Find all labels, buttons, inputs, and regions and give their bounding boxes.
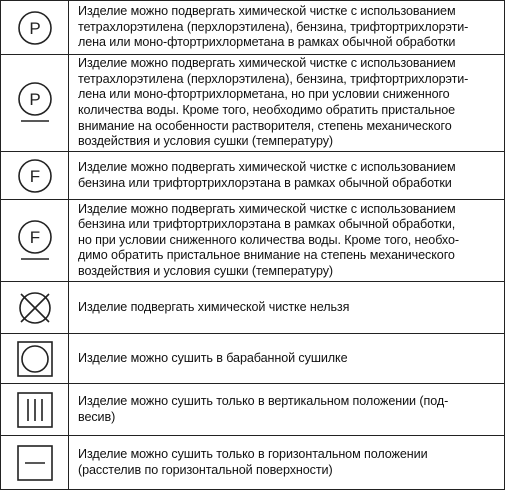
symbol-cell <box>1 152 69 200</box>
table-row <box>1 334 505 384</box>
description-line: бензина или трифтортрихлорэтана в рамках обычной обработки, <box>78 217 456 232</box>
description-line: воздействия и условия сушки (температуру) <box>78 134 334 149</box>
description-cell <box>69 152 505 200</box>
symbol-cell <box>1 1 69 55</box>
description-line: Изделие подвергать химической чистке нельзя <box>78 299 350 314</box>
tumble-dry-icon <box>15 339 55 379</box>
symbol-cell <box>1 436 69 490</box>
svg-text:F: F <box>29 227 40 247</box>
description-cell <box>69 55 505 152</box>
description-line: тетрахлорэтилена (перхлорэтилена), бензина, трифтортрихлорэти- <box>78 19 469 34</box>
description-cell <box>69 200 505 282</box>
table-row <box>1 55 505 152</box>
dry-flat-icon <box>15 443 55 483</box>
description-line: весив) <box>78 409 116 424</box>
svg-text:P: P <box>28 18 41 38</box>
table-row <box>1 152 505 200</box>
description-line: количества воды. Кроме того, необходимо обратить пристальное <box>78 103 455 117</box>
description-line: внимание на особенности растворителя, степень механического <box>78 118 452 133</box>
dryclean-p-gentle-icon <box>15 79 55 127</box>
table-row <box>1 282 505 334</box>
dryclean-f-gentle-icon <box>15 217 55 265</box>
symbol-cell <box>1 334 69 384</box>
description-line: Изделие можно подвергать химической чистке с использованием <box>78 4 456 19</box>
symbol-cell <box>1 55 69 152</box>
description-line: лена или моно-фтортрихлорметана в рамках обычной обработки <box>78 35 456 50</box>
description-cell <box>69 282 505 334</box>
line-dry-vertical-icon <box>15 390 55 430</box>
svg-text:F: F <box>29 166 40 186</box>
table-row <box>1 200 505 282</box>
no-dryclean-icon <box>15 288 55 328</box>
description-line: но при условии сниженного количества воды. Кроме того, необхо- <box>78 232 459 247</box>
symbol-cell <box>1 384 69 436</box>
description-line: лена или моно-фтортрихлорметана, но при условии сниженного <box>78 87 450 102</box>
table-row <box>1 1 505 55</box>
table-row <box>1 384 505 436</box>
description-line: Изделие можно подвергать химической чистке с использованием <box>78 56 456 71</box>
symbol-cell <box>1 200 69 282</box>
description-line: воздействия и условия сушки (температуру) <box>78 263 334 278</box>
description-line: Изделие можно сушить в барабанной сушилке <box>78 350 348 365</box>
dryclean-p-icon <box>15 8 55 48</box>
description-line: Изделие можно подвергать химической чистке с использованием <box>78 201 456 216</box>
description-cell <box>69 384 505 436</box>
dryclean-f-icon <box>15 156 55 196</box>
description-line: димо обратить пристальное внимание на степень механического <box>78 248 455 263</box>
description-line: Изделие можно сушить только в вертикальном положении (под- <box>78 393 449 408</box>
svg-text:P: P <box>28 90 41 109</box>
description-line: Изделие можно сушить только в горизонтальном положении <box>78 446 428 461</box>
description-line: Изделие можно подвергать химической чистке с использованием <box>78 159 456 174</box>
table-row <box>1 436 505 490</box>
symbol-cell <box>1 282 69 334</box>
description-line: бензина или трифтортрихлорэтана в рамках обычной обработки <box>78 175 452 190</box>
description-line: (расстелив по горизонтальной поверхности) <box>78 462 333 477</box>
description-cell <box>69 436 505 490</box>
description-cell <box>69 334 505 384</box>
description-line: тетрахлорэтилена (перхлорэтилена), бензина, трифтортрихлорэти- <box>78 71 469 86</box>
description-cell <box>69 1 505 55</box>
